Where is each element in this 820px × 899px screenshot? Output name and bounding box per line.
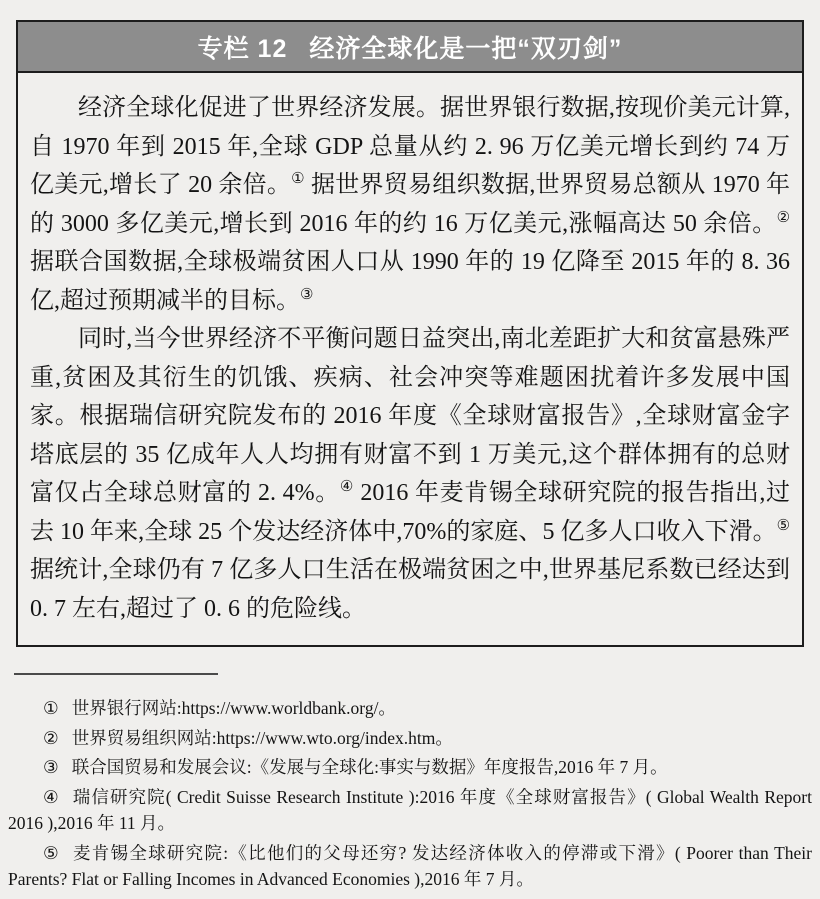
paragraph-text: 据联合国数据,全球极端贫困人口从 1990 年的 19 亿降至 2015 年的 8. 36 亿,超过预期减半的目标。 <box>30 249 790 314</box>
footnote-item <box>8 754 812 781</box>
footnote-marker: ④ <box>43 786 60 807</box>
footnote-text: 联合国贸易和发展会议:《发展与全球化:事实与数据》年度报告,2016 年 7 月。 <box>71 757 668 777</box>
footnote-ref: ③ <box>300 286 314 303</box>
footnote-ref: ② <box>776 209 790 226</box>
footnote-marker: ③ <box>43 757 59 777</box>
box-body <box>18 73 802 628</box>
column-number-label: 专栏 12 <box>197 34 288 63</box>
footnote-separator-rule <box>14 673 218 675</box>
paragraph-text: 据世界贸易组织数据,世界贸易总额从 1970 年的 3000 多亿美元,增长到 2016 年的约 16 万亿美元,涨幅高达 50 余倍。 <box>30 172 791 237</box>
special-column-box <box>16 20 804 647</box>
footnote-item <box>8 695 812 722</box>
footnote-text: 瑞信研究院( Credit Suisse Research Institute ):2016 年度《全球财富报告》( Global Wealth Report 2016 ),2016 年 11 月。 <box>8 786 812 833</box>
footnote-text: 麦肯锡全球研究院:《比他们的父母还穷? 发达经济体收入的停滞或下滑》( Poorer than Their Parents? Flat or Falling Incomes in Advanced Economies ),2016 年 7 月。 <box>8 842 812 889</box>
paragraph-text: 据统计,全球仍有 7 亿多人口生活在极端贫困之中,世界基尼系数已经达到 0. 7 左右,超过了 0. 6 的危险线。 <box>30 557 790 622</box>
footnote-item <box>8 840 812 893</box>
footnote-item <box>8 784 812 837</box>
footnote-ref: ⑤ <box>776 517 790 534</box>
footnote-ref: ① <box>291 171 305 187</box>
footnote-marker: ⑤ <box>43 842 60 863</box>
footnote-marker: ② <box>43 727 59 748</box>
paragraph-text: 同时,当今世界经济不平衡问题日益突出,南北差距扩大和贫富悬殊严重,贫困及其衍生的饥饿、疾病、社会冲突等难题困扰着许多发展中国家。根据瑞信研究院发布的 2016 年度《全球财富报告》,全球财富金字塔底层的 35 亿成年人人均拥有财富不到 1 万美元,这个群体拥有的总财富仅占全球总财富的 2. 4%。 <box>30 326 790 506</box>
column-header-bar <box>18 22 802 73</box>
box-paragraph <box>30 89 790 320</box>
footnotes <box>8 695 812 893</box>
footnote-ref: ④ <box>339 479 354 495</box>
footnote-text: 世界银行网站:https://www.worldbank.org/。 <box>71 698 396 718</box>
footnote-text: 世界贸易组织网站:https://www.wto.org/index.htm。 <box>71 727 453 748</box>
document-page <box>0 20 820 899</box>
footnote-marker: ① <box>43 698 59 718</box>
paragraph-text: 经济全球化促进了世界经济发展。据世界银行数据,按现价美元计算,自 1970 年到 2015 年,全球 GDP 总量从约 2. 96 万亿美元增长到约 74 万亿美元,增长了 20 余倍。 <box>30 95 790 198</box>
column-title: 经济全球化是一把“双刃剑” <box>309 34 623 63</box>
box-paragraph <box>30 320 790 628</box>
footnote-item <box>8 725 812 752</box>
paragraph-text: 2016 年麦肯锡全球研究院的报告指出,过去 10 年来,全球 25 个发达经济体中,70%的家庭、5 亿多人口收入下滑。 <box>30 480 790 545</box>
